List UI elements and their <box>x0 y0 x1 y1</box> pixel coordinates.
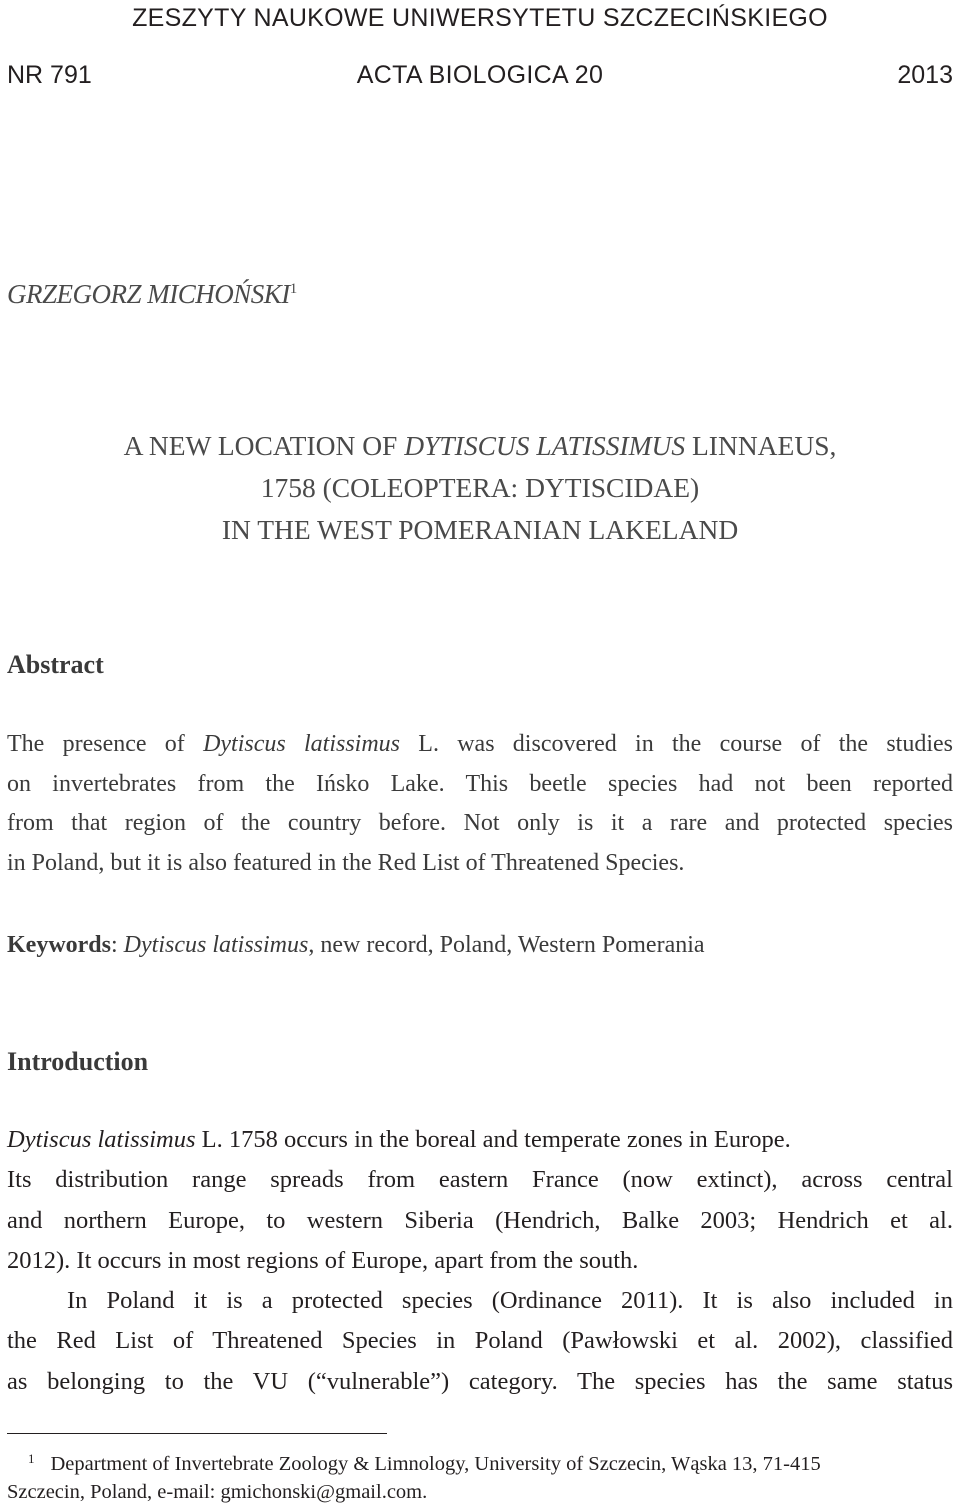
footnote-line-1: $^1$ Department of Invertebrate Zoology & Limnology, University of Szczecin, Wąska 13, 71-415 <box>28 1451 821 1475</box>
intro-line: In Poland it is a protected species (Ordinance 2011). It is also included in <box>67 1287 953 1315</box>
series-name: ACTA BIOLOGICA 20 <box>356 61 604 89</box>
footnote-line-2: Szczecin, Poland, e-mail: gmichonski@gmail.com. <box>7 1481 428 1503</box>
abstract-line: on invertebrates from the Ińsko Lake. This beetle species had not been reported <box>7 770 953 797</box>
abstract-line: The presence of Dytiscus latissimus L. was discovered in the course of the studies <box>7 731 953 757</box>
keywords-line: Keywords: Dytiscus latissimus, new record, Poland, Western Pomerania <box>7 932 705 958</box>
abstract-body <box>7 729 953 878</box>
author-line <box>7 272 297 311</box>
introduction-heading: Introduction <box>7 1047 149 1076</box>
introduction-body <box>7 1125 953 1407</box>
title-line-1 <box>0 425 960 467</box>
footnote-mark: 1 <box>28 1451 35 1466</box>
title-species: DYTISCUS LATISSIMUS <box>404 430 686 461</box>
publication-year: 2013 <box>897 61 953 89</box>
intro-line: the Red List of Threatened Species in Poland (Pawłowski et al. 2002), classified <box>7 1327 953 1355</box>
journal-name: ZESZYTY NAUKOWE UNIWERSYTETU SZCZECIŃSKIEGO <box>132 4 828 32</box>
intro-line: as belonging to the VU (“vulnerable”) category. The species has the same status <box>7 1367 953 1395</box>
abstract-species: Dytiscus latissimus <box>203 731 401 757</box>
title-prefix: A NEW LOCATION OF <box>123 430 405 461</box>
footnote <box>7 1445 953 1506</box>
title-line-3: IN THE WEST POMERANIAN LAKELAND <box>221 514 739 545</box>
footnote-separator <box>7 1433 387 1434</box>
title-line-2: 1758 (COLEOPTERA: DYTISCIDAE) <box>260 472 700 503</box>
abstract-heading: Abstract <box>7 650 104 679</box>
issue-number: NR 791 <box>7 61 92 89</box>
author-name: GRZEGORZ MICHOŃSKI <box>7 279 290 309</box>
keywords-species: Dytiscus latissimus <box>123 932 309 958</box>
intro-line: 2012). It occurs in most regions of Europe, apart from the south. <box>7 1246 639 1274</box>
keywords-label: Keywords <box>7 932 111 958</box>
intro-line: Dytiscus latissimus L. 1758 occurs in the boreal and temperate zones in Europe. <box>7 1126 791 1153</box>
intro-species: Dytiscus latissimus <box>7 1126 196 1153</box>
article-title <box>0 425 960 551</box>
affiliation-mark: 1 <box>289 281 297 297</box>
abstract-line: in Poland, but it is also featured in the Red List of Threatened Species. <box>7 849 685 876</box>
abstract-line: from that region of the country before. Not only is it a rare and protected species <box>7 810 953 836</box>
title-suffix: LINNAEUS, <box>685 430 837 461</box>
intro-line: Its distribution range spreads from eastern France (now extinct), across central <box>7 1166 953 1194</box>
intro-line: and northern Europe, to western Siberia (Hendrich, Balke 2003; Hendrich et al. <box>7 1206 953 1234</box>
